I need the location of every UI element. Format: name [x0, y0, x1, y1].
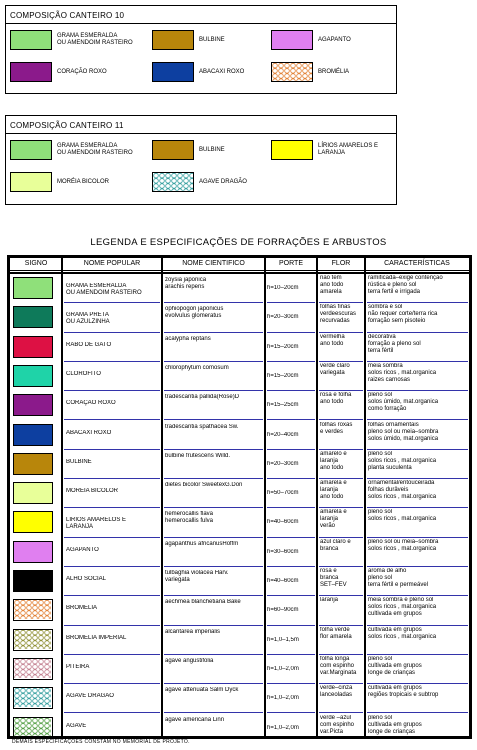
porte-cell: h=1,0–1,5m [267, 636, 299, 643]
row-swatch [13, 687, 53, 709]
nome-cientifico-cell: aechmea blanchetiana Bake [165, 599, 241, 606]
porte-cell: h=1,0–2,0m [267, 695, 299, 702]
nome-popular-cell: AGAVE DRAGÃO [66, 693, 114, 700]
nome-popular-cell: AGAVE [66, 722, 87, 729]
porte-cell: h=20–30cm [267, 460, 299, 467]
table-row [10, 333, 469, 362]
porte-cell: h=1,0–2,0m [267, 665, 299, 672]
canteiro-10-title: COMPOSIÇÃO CANTEIRO 10 [6, 6, 396, 24]
row-swatch [13, 482, 53, 504]
color-swatch [10, 62, 52, 82]
legend-label: AGAPANTO [318, 36, 351, 43]
flor-cell: verde–cinza lanceoladas [320, 685, 353, 699]
caracteristicas-cell: cultivada em grupos regiões tropicais e subtrop [368, 685, 439, 699]
legend-entry [10, 140, 133, 160]
flor-cell: rosa e folha ano todo [320, 392, 352, 406]
legend-label: CORAÇÃO ROXO [57, 68, 107, 75]
nome-popular-cell: BROMÉLIA [66, 605, 98, 612]
nome-popular-cell: CLOROFITO [66, 370, 101, 377]
flor-cell: azul claro e branca [320, 538, 351, 552]
nome-cientifico-cell: bulbine frutescens Willd. [165, 452, 231, 459]
header-caracteristicas: CARACTERÍSTICAS [365, 258, 469, 271]
legend-title: LEGENDA E ESPECIFICAÇÕES DE FORRAÇÕES E ARBUSTOS [90, 237, 387, 248]
nome-popular-cell: LÍRIOS AMARELOS E LARANJA [66, 517, 127, 531]
legend-entry [10, 62, 107, 82]
porte-cell: h=15–20cm [267, 343, 299, 350]
color-swatch [10, 172, 52, 192]
porte-cell: h=40–60cm [267, 519, 299, 526]
caracteristicas-cell: pleno sol solos úmido, mat.organica como forração [368, 392, 439, 413]
caracteristicas-cell: decorativa forração a pleno sol terra fértil [368, 333, 421, 354]
nome-cientifico-cell: tradescantia spathacea Sw. [165, 423, 239, 430]
nome-cientifico-cell: hemerocallis flava hemerocallis fulva [165, 511, 214, 525]
canteiro-10-legend [5, 5, 397, 94]
row-swatch [13, 336, 53, 358]
color-swatch [152, 172, 194, 192]
legend-label: MORÉIA BICOLOR [57, 178, 110, 185]
color-swatch [152, 140, 194, 160]
nome-cientifico-cell: agave angustifolia [165, 657, 214, 664]
table-row [10, 567, 469, 596]
table-row [10, 421, 469, 450]
row-swatch [13, 541, 53, 563]
table-row [10, 391, 469, 420]
caracteristicas-cell: sombra e sol não requer corte/terra rica forração sem pisoteio [368, 304, 438, 325]
porte-cell: h=20–40cm [267, 431, 299, 438]
legend-entry [152, 30, 225, 50]
header-nome-cientifico: NOME CIENTIFICO [162, 258, 265, 271]
row-swatch [13, 424, 53, 446]
color-swatch [271, 140, 313, 160]
nome-cientifico-cell: dietes bicolor SweetexG.Don [165, 482, 243, 489]
legend-entry [152, 62, 244, 82]
color-swatch [152, 30, 194, 50]
flor-cell: folhas roxas e verdes [320, 421, 353, 435]
porte-cell: h=60–90cm [267, 607, 299, 614]
table-row [10, 303, 469, 332]
nome-cientifico-cell: agave americana Linn [165, 716, 225, 723]
nome-popular-cell: BULBINE [66, 458, 92, 465]
caracteristicas-cell: pleno sol solos ricos , mat.organica planta suculenta [368, 450, 437, 471]
color-swatch [10, 30, 52, 50]
flor-cell: amarela e laranja ano todo [320, 480, 347, 501]
nome-cientifico-cell: chlorophytum comosum [165, 364, 229, 371]
species-table [7, 255, 472, 739]
row-swatch [13, 570, 53, 592]
flor-cell: verde –azul com espinho var.Picta [320, 714, 355, 735]
legend-label: BROMÉLIA [318, 68, 350, 75]
row-swatch [13, 306, 53, 328]
color-swatch [271, 30, 313, 50]
nome-popular-cell: ALHO SOCIAL [66, 576, 107, 582]
flor-cell: folha verde flor amarela [320, 626, 352, 640]
canteiro-11-legend [5, 115, 397, 205]
caracteristicas-cell: cultivada em grupos solos ricos , mat.organica [368, 626, 437, 640]
nome-cientifico-cell: tradescantia pallida(Rose)D [165, 394, 240, 401]
flor-cell: amarela e laranja verão [320, 509, 347, 530]
flor-cell: vermelha ano todo [320, 333, 345, 347]
caracteristicas-cell: folhas ornamentais pleno sol ou meia–sombra solos úmido, mat.organica [368, 421, 439, 442]
row-swatch [13, 453, 53, 475]
porte-cell: h=15–25cm [267, 402, 299, 409]
table-row [10, 508, 469, 537]
footer-note: DEMAIS ESPECIFICAÇÕES CONSTAM NO MEMORIAL DE PROJETO. [12, 739, 190, 745]
flor-cell: folhas finas verdeescuras recurvadas [320, 304, 357, 325]
nome-popular-cell: GRAMA ESMERALDA OU AMENDOIM RASTEIRO [66, 283, 142, 296]
color-swatch [271, 62, 313, 82]
table-row [10, 684, 469, 713]
nome-cientifico-cell: ophiopogon japonicus evolvulus glomeratus [165, 306, 224, 320]
legend-label: ABACAXI ROXO [199, 68, 245, 75]
legend-entry [271, 30, 351, 50]
nome-popular-cell: PITEIRA [66, 663, 90, 670]
canteiro-11-title: COMPOSIÇÃO CANTEIRO 11 [6, 116, 396, 134]
caracteristicas-cell: pleno sol solos ricos , mat.organica [368, 509, 437, 523]
table-row [10, 362, 469, 391]
porte-cell: h=40–60cm [267, 578, 299, 584]
nome-cientifico-cell: tulbaghia violacea Harv. variegata [165, 570, 229, 583]
caracteristicas-cell: aroma de alho pleno sol terra fértil e permeável [368, 568, 429, 588]
caracteristicas-cell: pleno sol ou meia–sombra solos ricos , mat.organica [368, 538, 439, 552]
nome-popular-cell: ABACAXI ROXO [66, 429, 112, 436]
nome-popular-cell: AGAPANTO [66, 546, 99, 553]
porte-cell: h=15–20cm [267, 372, 299, 379]
porte-cell: h=10–20cm [267, 285, 299, 291]
legend-entry [10, 172, 109, 192]
legend-label: GRAMA ESMERALDA OU AMENDOIM RASTEIRO [57, 33, 133, 46]
legend-label: LÍRIOS AMARELOS E LARANJA [318, 143, 379, 156]
row-swatch [13, 717, 53, 739]
row-swatch [13, 394, 53, 416]
row-swatch [13, 658, 53, 680]
color-swatch [152, 62, 194, 82]
nome-cientifico-cell: zoysia japonica arachis repens [165, 277, 207, 290]
nome-cientifico-cell: acalypha reptans [165, 335, 211, 342]
header-flor: FLOR [317, 258, 365, 271]
nome-popular-cell: BROMÉLIA IMPERIAL [66, 634, 127, 641]
table-row [10, 596, 469, 625]
legend-label: BULBINE [199, 146, 225, 153]
legend-entry [271, 62, 349, 82]
row-swatch [13, 277, 53, 299]
row-swatch [13, 599, 53, 621]
porte-cell: h=1,0–2,0m [267, 724, 299, 731]
caracteristicas-cell: meia sombra e pleno sol solos ricos , mat.organica cultivada em grupos [368, 597, 437, 618]
legend-label: AGAVE DRAGÃO [199, 178, 247, 185]
row-swatch [13, 365, 53, 387]
table-row [10, 274, 469, 303]
color-swatch [10, 140, 52, 160]
flor-cell: não tem ano todo amarela [320, 275, 344, 295]
row-swatch [13, 511, 53, 533]
header-porte: PORTE [265, 258, 317, 271]
legend-entry [152, 140, 225, 160]
legend-entry [10, 30, 133, 50]
row-swatch [13, 629, 53, 651]
table-row [10, 655, 469, 684]
flor-cell: verde claro variegata [320, 362, 350, 376]
nome-cientifico-cell: agave attenuata Salm Dyck [165, 687, 239, 694]
legend-entry [271, 140, 378, 160]
header-nome-popular: NOME POPULAR [62, 258, 162, 271]
porte-cell: h=50–70cm [267, 490, 299, 497]
flor-cell: folha longa com espinho var.Marginata [320, 655, 357, 676]
table-row [10, 626, 469, 655]
table-row [10, 450, 469, 479]
flor-cell: laranja [320, 597, 339, 604]
nome-popular-cell: GRAMA PRETA OU AZULZINHA [66, 312, 110, 326]
table-row [10, 714, 469, 740]
caracteristicas-cell: ramificada–exige contenção rústica e pleno sol terra fertil e irrigada [368, 275, 443, 295]
flor-cell: amarelo e laranja ano todo [320, 450, 347, 471]
nome-cientifico-cell: agapanthus africanusHoffm [165, 540, 239, 547]
nome-popular-cell: MORÉIA BICOLOR [66, 488, 119, 495]
caracteristicas-cell: ornamental/entouceirada folhas durâveis solos ricos , mat.organica [368, 480, 437, 501]
nome-popular-cell: RABO DE GATO [66, 341, 112, 348]
table-row [10, 538, 469, 567]
nome-popular-cell: CORAÇÃO ROXO [66, 400, 116, 407]
porte-cell: h=20–30cm [267, 314, 299, 321]
porte-cell: h=30–60cm [267, 548, 299, 555]
legend-label: GRAMA ESMERALDA OU AMENDOIM RASTEIRO [57, 143, 133, 156]
header-signo: SIGNO [10, 258, 62, 271]
nome-cientifico-cell: alcantarea imperialis [165, 628, 221, 635]
flor-cell: rosa e branca SET–FEV [320, 568, 347, 588]
caracteristicas-cell: pleno sol cultivada em grupos longe de crianças [368, 714, 422, 735]
legend-entry [152, 172, 247, 192]
table-row [10, 479, 469, 508]
legend-label: BULBINE [199, 36, 225, 43]
caracteristicas-cell: pleno sol cultivada em grupos longe de crianças [368, 655, 422, 676]
caracteristicas-cell: meia sombra solos ricos , mat.organica raizes carnosas [368, 362, 437, 383]
